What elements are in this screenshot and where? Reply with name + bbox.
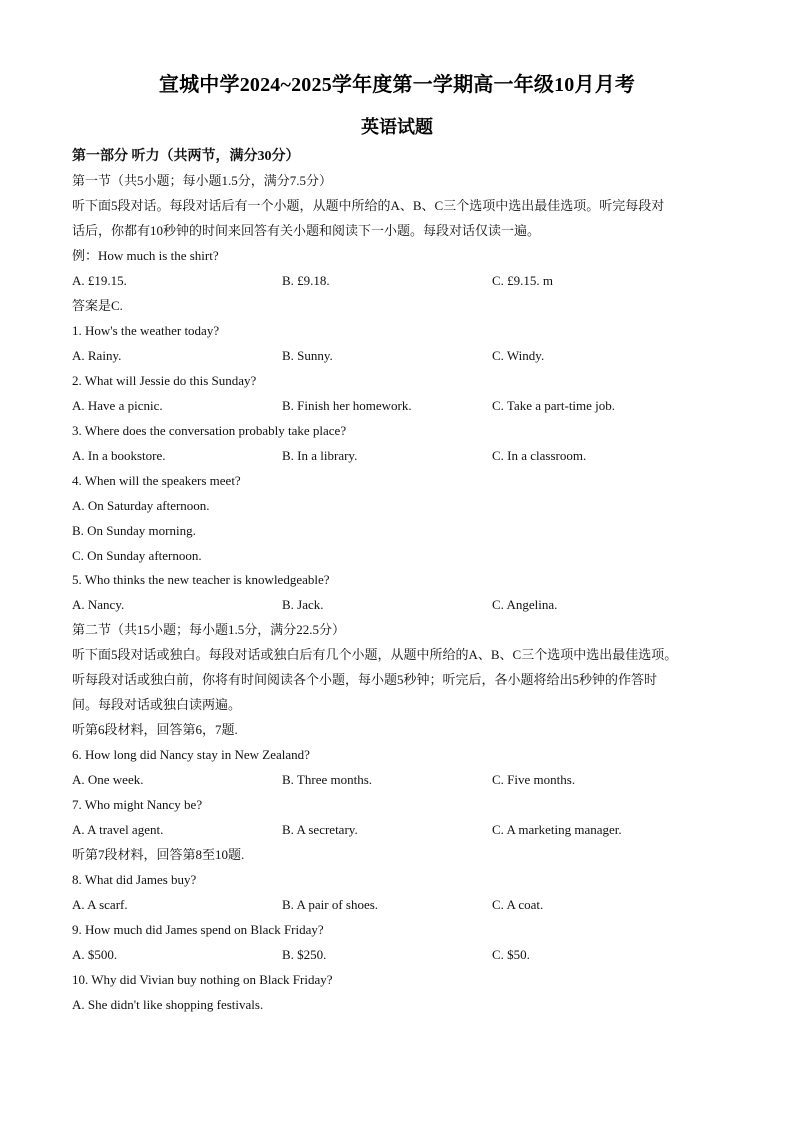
q3-option-b: B. In a library. xyxy=(282,448,358,463)
q5-option-a: A. Nancy. xyxy=(72,597,125,612)
question-2: 2. What will Jessie do this Sunday? xyxy=(72,373,257,388)
q2-option-c: C. Take a part-time job. xyxy=(492,398,616,413)
q7-option-b: B. A secretary. xyxy=(282,822,358,837)
q5-option-b: B. Jack. xyxy=(282,597,324,612)
question-9: 9. How much did James spend on Black Friday? xyxy=(72,922,324,937)
q4-option-a: A. On Saturday afternoon. xyxy=(72,498,210,513)
question-8: 8. What did James buy? xyxy=(72,872,197,887)
q8-option-a: A. A scarf. xyxy=(72,897,128,912)
material-7-label: 听第7段材料，回答第8至10题. xyxy=(72,847,245,862)
q7-option-a: A. A travel agent. xyxy=(72,822,164,837)
q4-option-c: C. On Sunday afternoon. xyxy=(72,548,202,563)
section2-heading: 第二节（共15小题；每小题1.5分，满分22.5分） xyxy=(72,622,346,637)
question-10: 10. Why did Vivian buy nothing on Black Friday? xyxy=(72,972,333,987)
question-5: 5. Who thinks the new teacher is knowledgeable? xyxy=(72,572,330,587)
exam-title: 宣城中学2024~2025学年度第一学期高一年级10月月考 xyxy=(158,74,636,96)
exam-subtitle: 英语试题 xyxy=(361,117,433,137)
example-option-a: A. £19.15. xyxy=(72,273,127,288)
section2-instruction-line2: 听每段对话或独白前，你将有时间阅读各个小题，每小题5秒钟；听完后，各小题将给出5秒钟的作答时 xyxy=(72,672,658,687)
section1-heading: 第一节（共5小题；每小题1.5分，满分7.5分） xyxy=(72,173,333,188)
part1-heading: 第一部分 听力（共两节，满分30分） xyxy=(72,149,300,164)
example-answer: 答案是C. xyxy=(72,298,123,313)
question-4: 4. When will the speakers meet? xyxy=(72,473,241,488)
example-option-b: B. £9.18. xyxy=(282,273,330,288)
q6-option-b: B. Three months. xyxy=(282,772,373,787)
question-3: 3. Where does the conversation probably take place? xyxy=(72,423,347,438)
section2-instruction-line3: 间。每段对话或独白读两遍。 xyxy=(72,697,242,712)
q2-option-a: A. Have a picnic. xyxy=(72,398,163,413)
q5-option-c: C. Angelina. xyxy=(492,597,558,612)
q4-option-b: B. On Sunday morning. xyxy=(72,523,196,538)
q3-option-a: A. In a bookstore. xyxy=(72,448,166,463)
example-question: 例：How much is the shirt? xyxy=(72,248,219,263)
example-option-c: C. £9.15. m xyxy=(492,273,554,288)
material-6-label: 听第6段材料，回答第6，7题. xyxy=(72,722,238,737)
q9-option-b: B. $250. xyxy=(282,947,327,962)
q1-option-c: C. Windy. xyxy=(492,348,545,363)
q9-option-a: A. $500. xyxy=(72,947,118,962)
q3-option-c: C. In a classroom. xyxy=(492,448,587,463)
question-1: 1. How's the weather today? xyxy=(72,323,220,338)
q6-option-c: C. Five months. xyxy=(492,772,576,787)
q1-option-b: B. Sunny. xyxy=(282,348,333,363)
question-6: 6. How long did Nancy stay in New Zealand? xyxy=(72,747,310,762)
question-7: 7. Who might Nancy be? xyxy=(72,797,203,812)
section1-instruction-line2: 话后，你都有10秒钟的时间来回答有关小题和阅读下一小题。每段对话仅读一遍。 xyxy=(72,223,541,238)
q7-option-c: C. A marketing manager. xyxy=(492,822,622,837)
q9-option-c: C. $50. xyxy=(492,947,530,962)
section2-instruction-line1: 听下面5段对话或独白。每段对话或独白后有几个小题，从题中所给的A、B、C三个选项中选出最佳选项。 xyxy=(72,647,678,662)
q8-option-c: C. A coat. xyxy=(492,897,544,912)
q8-option-b: B. A pair of shoes. xyxy=(282,897,379,912)
q6-option-a: A. One week. xyxy=(72,772,144,787)
q10-option-a: A. She didn't like shopping festivals. xyxy=(72,997,264,1012)
section1-instruction-line1: 听下面5段对话。每段对话后有一个小题，从题中所给的A、B、C三个选项中选出最佳选项。听完每段对 xyxy=(72,198,665,213)
q1-option-a: A. Rainy. xyxy=(72,348,122,363)
q2-option-b: B. Finish her homework. xyxy=(282,398,412,413)
